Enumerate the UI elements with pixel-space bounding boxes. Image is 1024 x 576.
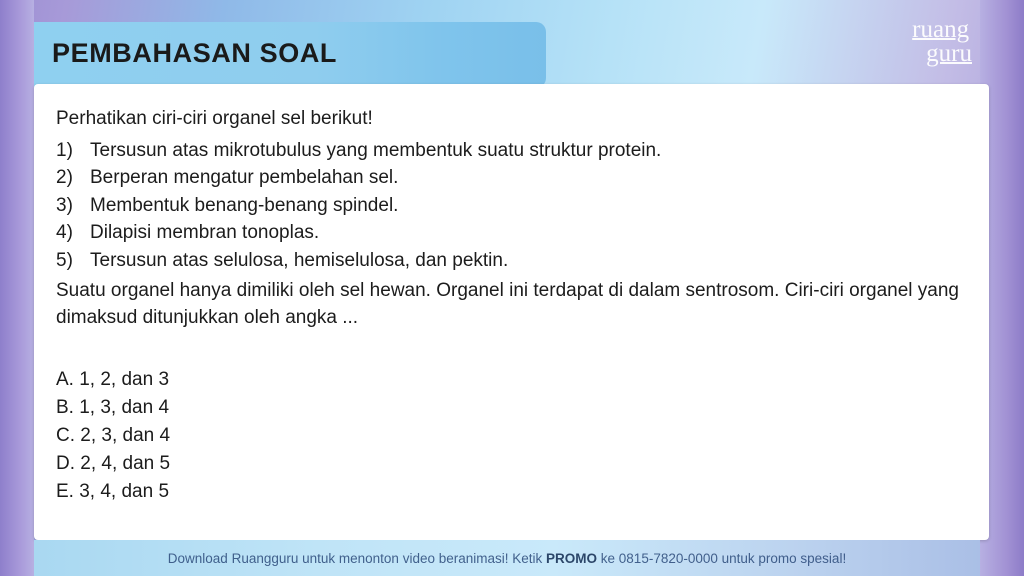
list-item-text: Membentuk benang-benang spindel. bbox=[90, 194, 399, 216]
list-item-number: 3) bbox=[56, 194, 73, 216]
answer-options bbox=[56, 366, 969, 506]
list-item bbox=[56, 247, 969, 275]
list-item-text: Tersusun atas mikrotubulus yang membentuk suatu struktur protein. bbox=[90, 139, 662, 161]
answer-option-b[interactable]: B. 1, 3, dan 4 bbox=[56, 397, 170, 419]
answer-option-a[interactable]: A. 1, 2, dan 3 bbox=[56, 369, 170, 391]
list-item bbox=[56, 219, 969, 247]
promo-keyword: PROMO bbox=[546, 550, 598, 566]
answer-option-c[interactable]: C. 2, 3, dan 4 bbox=[56, 425, 171, 447]
ruangguru-logo bbox=[912, 18, 972, 66]
question-card bbox=[34, 84, 989, 540]
promo-footer-text bbox=[168, 551, 846, 566]
promo-text-before: Download Ruangguru untuk menonton video beranimasi! Ketik bbox=[167, 550, 547, 566]
list-item-text: Berperan mengatur pembelahan sel. bbox=[90, 167, 399, 189]
question-intro: Perhatikan ciri-ciri organel sel berikut! bbox=[56, 108, 373, 129]
answer-option-d[interactable]: D. 2, 4, dan 5 bbox=[56, 453, 171, 475]
list-item-number: 5) bbox=[56, 249, 73, 271]
question-closing: Suatu organel hanya dimiliki oleh sel hewan. Organel ini terdapat di dalam sentrosom. Ciri-ciri organel yang dimaksud ditunjukkan oleh angka ... bbox=[56, 280, 959, 329]
promo-footer bbox=[34, 540, 980, 576]
list-item bbox=[56, 137, 969, 165]
question-clue-list bbox=[56, 137, 969, 275]
list-item-number: 4) bbox=[56, 222, 73, 244]
logo-line-2: guru bbox=[926, 39, 972, 67]
answer-option-e[interactable]: E. 3, 4, dan 5 bbox=[56, 481, 170, 502]
list-item-text: Tersusun atas selulosa, hemiselulosa, dan pektin. bbox=[90, 249, 509, 271]
list-item-number: 2) bbox=[56, 167, 73, 189]
list-item-text: Dilapisi membran tonoplas. bbox=[90, 222, 320, 244]
list-item-number: 1) bbox=[56, 139, 73, 161]
question-body bbox=[56, 106, 969, 506]
list-item bbox=[56, 192, 969, 220]
list-item bbox=[56, 164, 969, 192]
left-gradient-edge bbox=[0, 0, 34, 576]
page-title: PEMBAHASAN SOAL bbox=[52, 38, 338, 68]
logo-line-1: ruang bbox=[912, 16, 970, 43]
promo-text-after: ke 0815-7820-0000 untuk promo spesial! bbox=[597, 550, 847, 566]
